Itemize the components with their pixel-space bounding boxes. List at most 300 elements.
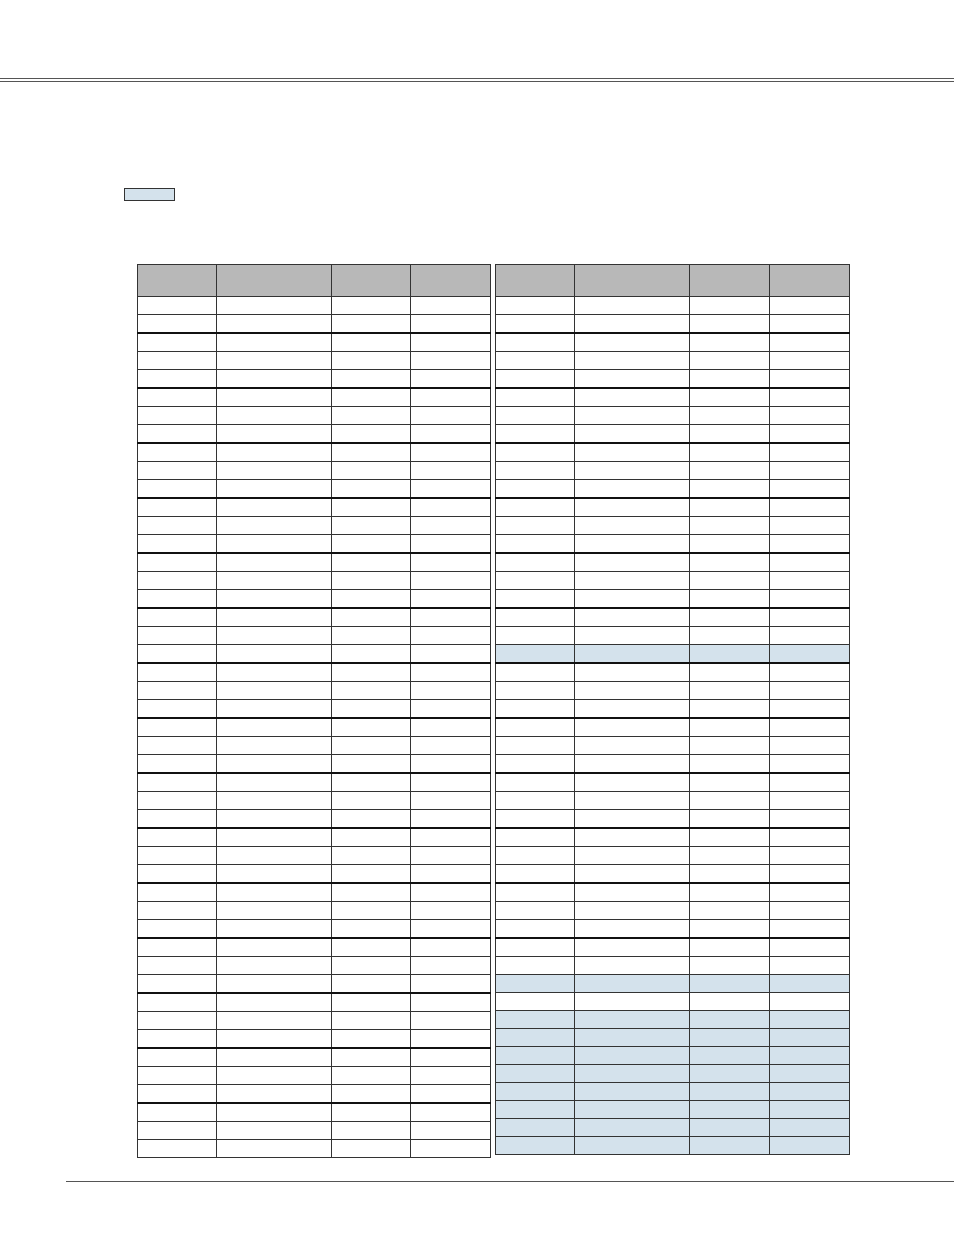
table-cell (332, 718, 411, 737)
table-row (496, 645, 850, 664)
table-cell (496, 920, 575, 939)
table-row (138, 773, 491, 792)
table-cell (411, 535, 491, 554)
table-cell (138, 920, 217, 939)
table-cell (217, 883, 332, 902)
table-row (496, 572, 850, 590)
table-cell (575, 792, 690, 810)
table-cell (690, 682, 770, 700)
table-cell (770, 993, 850, 1011)
table-cell (217, 1067, 332, 1085)
table-cell (496, 737, 575, 755)
table-cell (575, 1137, 690, 1155)
table-cell (217, 480, 332, 499)
table-cell (138, 1048, 217, 1067)
table-cell (575, 407, 690, 425)
table-row (138, 700, 491, 719)
table-cell (217, 957, 332, 975)
table-cell (575, 993, 690, 1011)
table-cell (770, 755, 850, 774)
table-cell (575, 1047, 690, 1065)
table-cell (138, 407, 217, 425)
table-row (138, 333, 491, 352)
table-cell (411, 572, 491, 590)
table-row (496, 627, 850, 645)
table-cell (770, 352, 850, 370)
table-row (496, 553, 850, 572)
table-cell (217, 535, 332, 554)
table-cell (575, 1119, 690, 1137)
table-cell (770, 517, 850, 535)
table-cell (217, 517, 332, 535)
table-cell (496, 773, 575, 792)
table-cell (496, 1083, 575, 1101)
table-cell (138, 645, 217, 664)
table-cell (138, 553, 217, 572)
table-cell (690, 700, 770, 719)
table-cell (138, 700, 217, 719)
table-row (138, 957, 491, 975)
table-cell (496, 755, 575, 774)
table-row (496, 847, 850, 865)
table-row (496, 352, 850, 370)
table-cell (411, 443, 491, 462)
table-cell (496, 1119, 575, 1137)
table-row (496, 1083, 850, 1101)
table-cell (770, 663, 850, 682)
table-cell (332, 865, 411, 884)
table-row (138, 352, 491, 370)
table-cell (770, 297, 850, 315)
table-cell (217, 1122, 332, 1140)
table-cell (690, 297, 770, 315)
table-cell (411, 1048, 491, 1067)
table-cell (332, 902, 411, 920)
table-cell (575, 1065, 690, 1083)
table-cell (217, 333, 332, 352)
table-cell (138, 792, 217, 810)
table-cell (138, 663, 217, 682)
table-row (138, 1140, 491, 1158)
table-cell (496, 810, 575, 829)
table-cell (332, 608, 411, 627)
table-row (138, 535, 491, 554)
table-cell (217, 920, 332, 939)
table-cell (770, 865, 850, 884)
table-row (138, 388, 491, 407)
table-cell (690, 627, 770, 645)
table-row (138, 480, 491, 499)
table-cell (690, 553, 770, 572)
table-cell (496, 645, 575, 664)
table-cell (138, 828, 217, 847)
table-cell (770, 957, 850, 975)
table-cell (411, 1085, 491, 1104)
table-cell (217, 1048, 332, 1067)
table-cell (575, 608, 690, 627)
table-cell (217, 553, 332, 572)
table-cell (332, 407, 411, 425)
table-cell (411, 590, 491, 609)
table-cell (332, 1048, 411, 1067)
table-cell (332, 663, 411, 682)
table-row (138, 517, 491, 535)
table-cell (411, 388, 491, 407)
table-cell (332, 443, 411, 462)
header-cell (496, 265, 575, 297)
table-cell (496, 975, 575, 993)
table-cell (217, 810, 332, 829)
table-cell (138, 517, 217, 535)
table-cell (217, 1140, 332, 1158)
table-cell (496, 993, 575, 1011)
table-cell (411, 957, 491, 975)
table-cell (496, 462, 575, 480)
table-cell (217, 737, 332, 755)
table-row (496, 1065, 850, 1083)
table-cell (138, 737, 217, 755)
table-cell (496, 352, 575, 370)
table-row (496, 700, 850, 719)
table-row (496, 370, 850, 389)
table-cell (575, 1011, 690, 1029)
table-cell (690, 828, 770, 847)
table-cell (217, 828, 332, 847)
table-cell (332, 1030, 411, 1049)
table-cell (332, 645, 411, 664)
table-cell (411, 645, 491, 664)
table-cell (332, 553, 411, 572)
table-cell (690, 847, 770, 865)
table-cell (575, 645, 690, 664)
table-cell (138, 865, 217, 884)
table-cell (411, 938, 491, 957)
table-cell (332, 883, 411, 902)
table-cell (770, 645, 850, 664)
table-row (496, 883, 850, 902)
table-cell (575, 755, 690, 774)
table-cell (411, 828, 491, 847)
table-row (138, 920, 491, 939)
table-cell (411, 498, 491, 517)
table-cell (411, 517, 491, 535)
table-cell (332, 1067, 411, 1085)
table-cell (217, 462, 332, 480)
table-cell (332, 993, 411, 1012)
table-cell (575, 682, 690, 700)
table-row (496, 957, 850, 975)
table-cell (575, 388, 690, 407)
table-row (138, 828, 491, 847)
table-cell (770, 902, 850, 920)
table-row (138, 975, 491, 994)
table-cell (770, 700, 850, 719)
table-row (138, 315, 491, 334)
table-cell (138, 883, 217, 902)
table-cell (575, 1101, 690, 1119)
table-cell (690, 1083, 770, 1101)
table-row (496, 902, 850, 920)
table-cell (411, 1122, 491, 1140)
table-cell (332, 792, 411, 810)
table-cell (575, 498, 690, 517)
table-row (138, 755, 491, 774)
table-cell (575, 975, 690, 993)
table-row (496, 608, 850, 627)
table-cell (411, 682, 491, 700)
table-cell (770, 627, 850, 645)
table-cell (411, 700, 491, 719)
table-cell (770, 572, 850, 590)
table-cell (138, 1012, 217, 1030)
table-row (496, 315, 850, 334)
table-cell (138, 535, 217, 554)
table-row (496, 517, 850, 535)
table-row (138, 792, 491, 810)
table-cell (575, 462, 690, 480)
compatibility-table-right (495, 264, 850, 1155)
table-cell (496, 572, 575, 590)
table-cell (217, 352, 332, 370)
table-cell (496, 865, 575, 884)
table-cell (770, 1137, 850, 1155)
table-cell (770, 1011, 850, 1029)
table-cell (332, 1103, 411, 1122)
table-cell (496, 297, 575, 315)
table-row (496, 1137, 850, 1155)
table-row (138, 498, 491, 517)
table-cell (575, 828, 690, 847)
table-cell (496, 388, 575, 407)
table-row (138, 663, 491, 682)
table-cell (575, 352, 690, 370)
table-cell (496, 480, 575, 499)
table-row (496, 865, 850, 884)
table-cell (217, 847, 332, 865)
table-cell (770, 920, 850, 939)
table-cell (217, 297, 332, 315)
table-cell (217, 682, 332, 700)
table-cell (332, 1122, 411, 1140)
table-cell (411, 553, 491, 572)
table-cell (770, 553, 850, 572)
table-cell (138, 773, 217, 792)
table-row (496, 1011, 850, 1029)
table-cell (770, 1065, 850, 1083)
table-cell (770, 535, 850, 554)
table-cell (575, 883, 690, 902)
table-cell (690, 792, 770, 810)
table-row (496, 1029, 850, 1047)
table-cell (690, 755, 770, 774)
table-cell (690, 645, 770, 664)
table-cell (138, 1067, 217, 1085)
table-cell (217, 370, 332, 389)
table-cell (496, 370, 575, 389)
table-row (496, 773, 850, 792)
table-cell (690, 993, 770, 1011)
table-cell (217, 572, 332, 590)
table-cell (411, 1067, 491, 1085)
table-cell (575, 920, 690, 939)
table-cell (332, 535, 411, 554)
table-cell (138, 480, 217, 499)
table-cell (770, 443, 850, 462)
table-cell (411, 902, 491, 920)
table-cell (770, 810, 850, 829)
table-cell (411, 865, 491, 884)
table-cell (332, 370, 411, 389)
table-cell (411, 315, 491, 334)
table-cell (496, 1065, 575, 1083)
table-cell (411, 627, 491, 645)
table-cell (217, 1085, 332, 1104)
table-cell (770, 792, 850, 810)
table-row (138, 553, 491, 572)
table-cell (690, 1011, 770, 1029)
table-row (138, 865, 491, 884)
table-cell (411, 297, 491, 315)
table-cell (138, 590, 217, 609)
table-cell (690, 920, 770, 939)
table-cell (332, 957, 411, 975)
top-rule (0, 78, 954, 79)
table-cell (575, 572, 690, 590)
table-cell (770, 315, 850, 334)
table-row (496, 1101, 850, 1119)
table-cell (770, 1029, 850, 1047)
table-cell (575, 773, 690, 792)
table-row (138, 737, 491, 755)
table-row (138, 1030, 491, 1049)
table-row (138, 425, 491, 444)
table-cell (217, 388, 332, 407)
table-cell (138, 718, 217, 737)
bottom-rule (66, 1181, 954, 1182)
table-row (496, 737, 850, 755)
table-cell (217, 718, 332, 737)
table-cell (575, 425, 690, 444)
table-cell (575, 553, 690, 572)
table-cell (138, 847, 217, 865)
table-cell (411, 1030, 491, 1049)
table-cell (138, 333, 217, 352)
table-body-left (138, 297, 491, 1158)
table-cell (575, 902, 690, 920)
table-cell (411, 425, 491, 444)
table-cell (138, 810, 217, 829)
table-cell (332, 1140, 411, 1158)
table-row (496, 333, 850, 352)
table-cell (496, 957, 575, 975)
table-cell (138, 938, 217, 957)
table-cell (332, 315, 411, 334)
table-cell (217, 1012, 332, 1030)
table-cell (496, 443, 575, 462)
table-row (138, 938, 491, 957)
table-cell (770, 1119, 850, 1137)
table-cell (332, 810, 411, 829)
table-cell (411, 1103, 491, 1122)
table-row (496, 388, 850, 407)
table-cell (332, 627, 411, 645)
table-cell (496, 1029, 575, 1047)
table-row (138, 1122, 491, 1140)
table-row (496, 297, 850, 315)
table-cell (770, 1101, 850, 1119)
table-cell (138, 388, 217, 407)
table-cell (575, 957, 690, 975)
table-cell (411, 1140, 491, 1158)
table-cell (332, 682, 411, 700)
table-cell (496, 590, 575, 609)
table-cell (690, 443, 770, 462)
table-cell (575, 1029, 690, 1047)
table-cell (575, 847, 690, 865)
table-cell (411, 407, 491, 425)
table-cell (138, 608, 217, 627)
table-cell (770, 370, 850, 389)
table-cell (217, 902, 332, 920)
table-cell (138, 443, 217, 462)
table-cell (496, 333, 575, 352)
table-row (496, 975, 850, 993)
table-cell (690, 883, 770, 902)
table-cell (690, 773, 770, 792)
table-cell (690, 315, 770, 334)
table-cell (496, 1101, 575, 1119)
table-cell (496, 627, 575, 645)
table-cell (138, 352, 217, 370)
table-cell (690, 462, 770, 480)
table-cell (138, 425, 217, 444)
top-rule-inner (0, 81, 954, 82)
table-cell (496, 608, 575, 627)
table-cell (217, 315, 332, 334)
table-row (496, 462, 850, 480)
table-cell (575, 700, 690, 719)
table-cell (138, 902, 217, 920)
table-row (496, 810, 850, 829)
table-cell (690, 1119, 770, 1137)
table-cell (411, 370, 491, 389)
table-row (138, 1067, 491, 1085)
table-cell (332, 498, 411, 517)
table-cell (217, 498, 332, 517)
table-cell (496, 498, 575, 517)
table-cell (411, 755, 491, 774)
table-row (496, 663, 850, 682)
table-row (496, 480, 850, 499)
compatibility-table-left (137, 264, 491, 1158)
table-cell (138, 1140, 217, 1158)
table-cell (496, 315, 575, 334)
table-cell (690, 1029, 770, 1047)
table-cell (496, 425, 575, 444)
table-cell (690, 480, 770, 499)
table-row (138, 370, 491, 389)
table-row (496, 920, 850, 939)
table-cell (217, 755, 332, 774)
table-cell (770, 938, 850, 957)
table-cell (411, 993, 491, 1012)
table-cell (217, 407, 332, 425)
table-cell (575, 1083, 690, 1101)
table-body-right (496, 297, 850, 1155)
table-row (496, 498, 850, 517)
table-cell (332, 590, 411, 609)
table-row (138, 1012, 491, 1030)
